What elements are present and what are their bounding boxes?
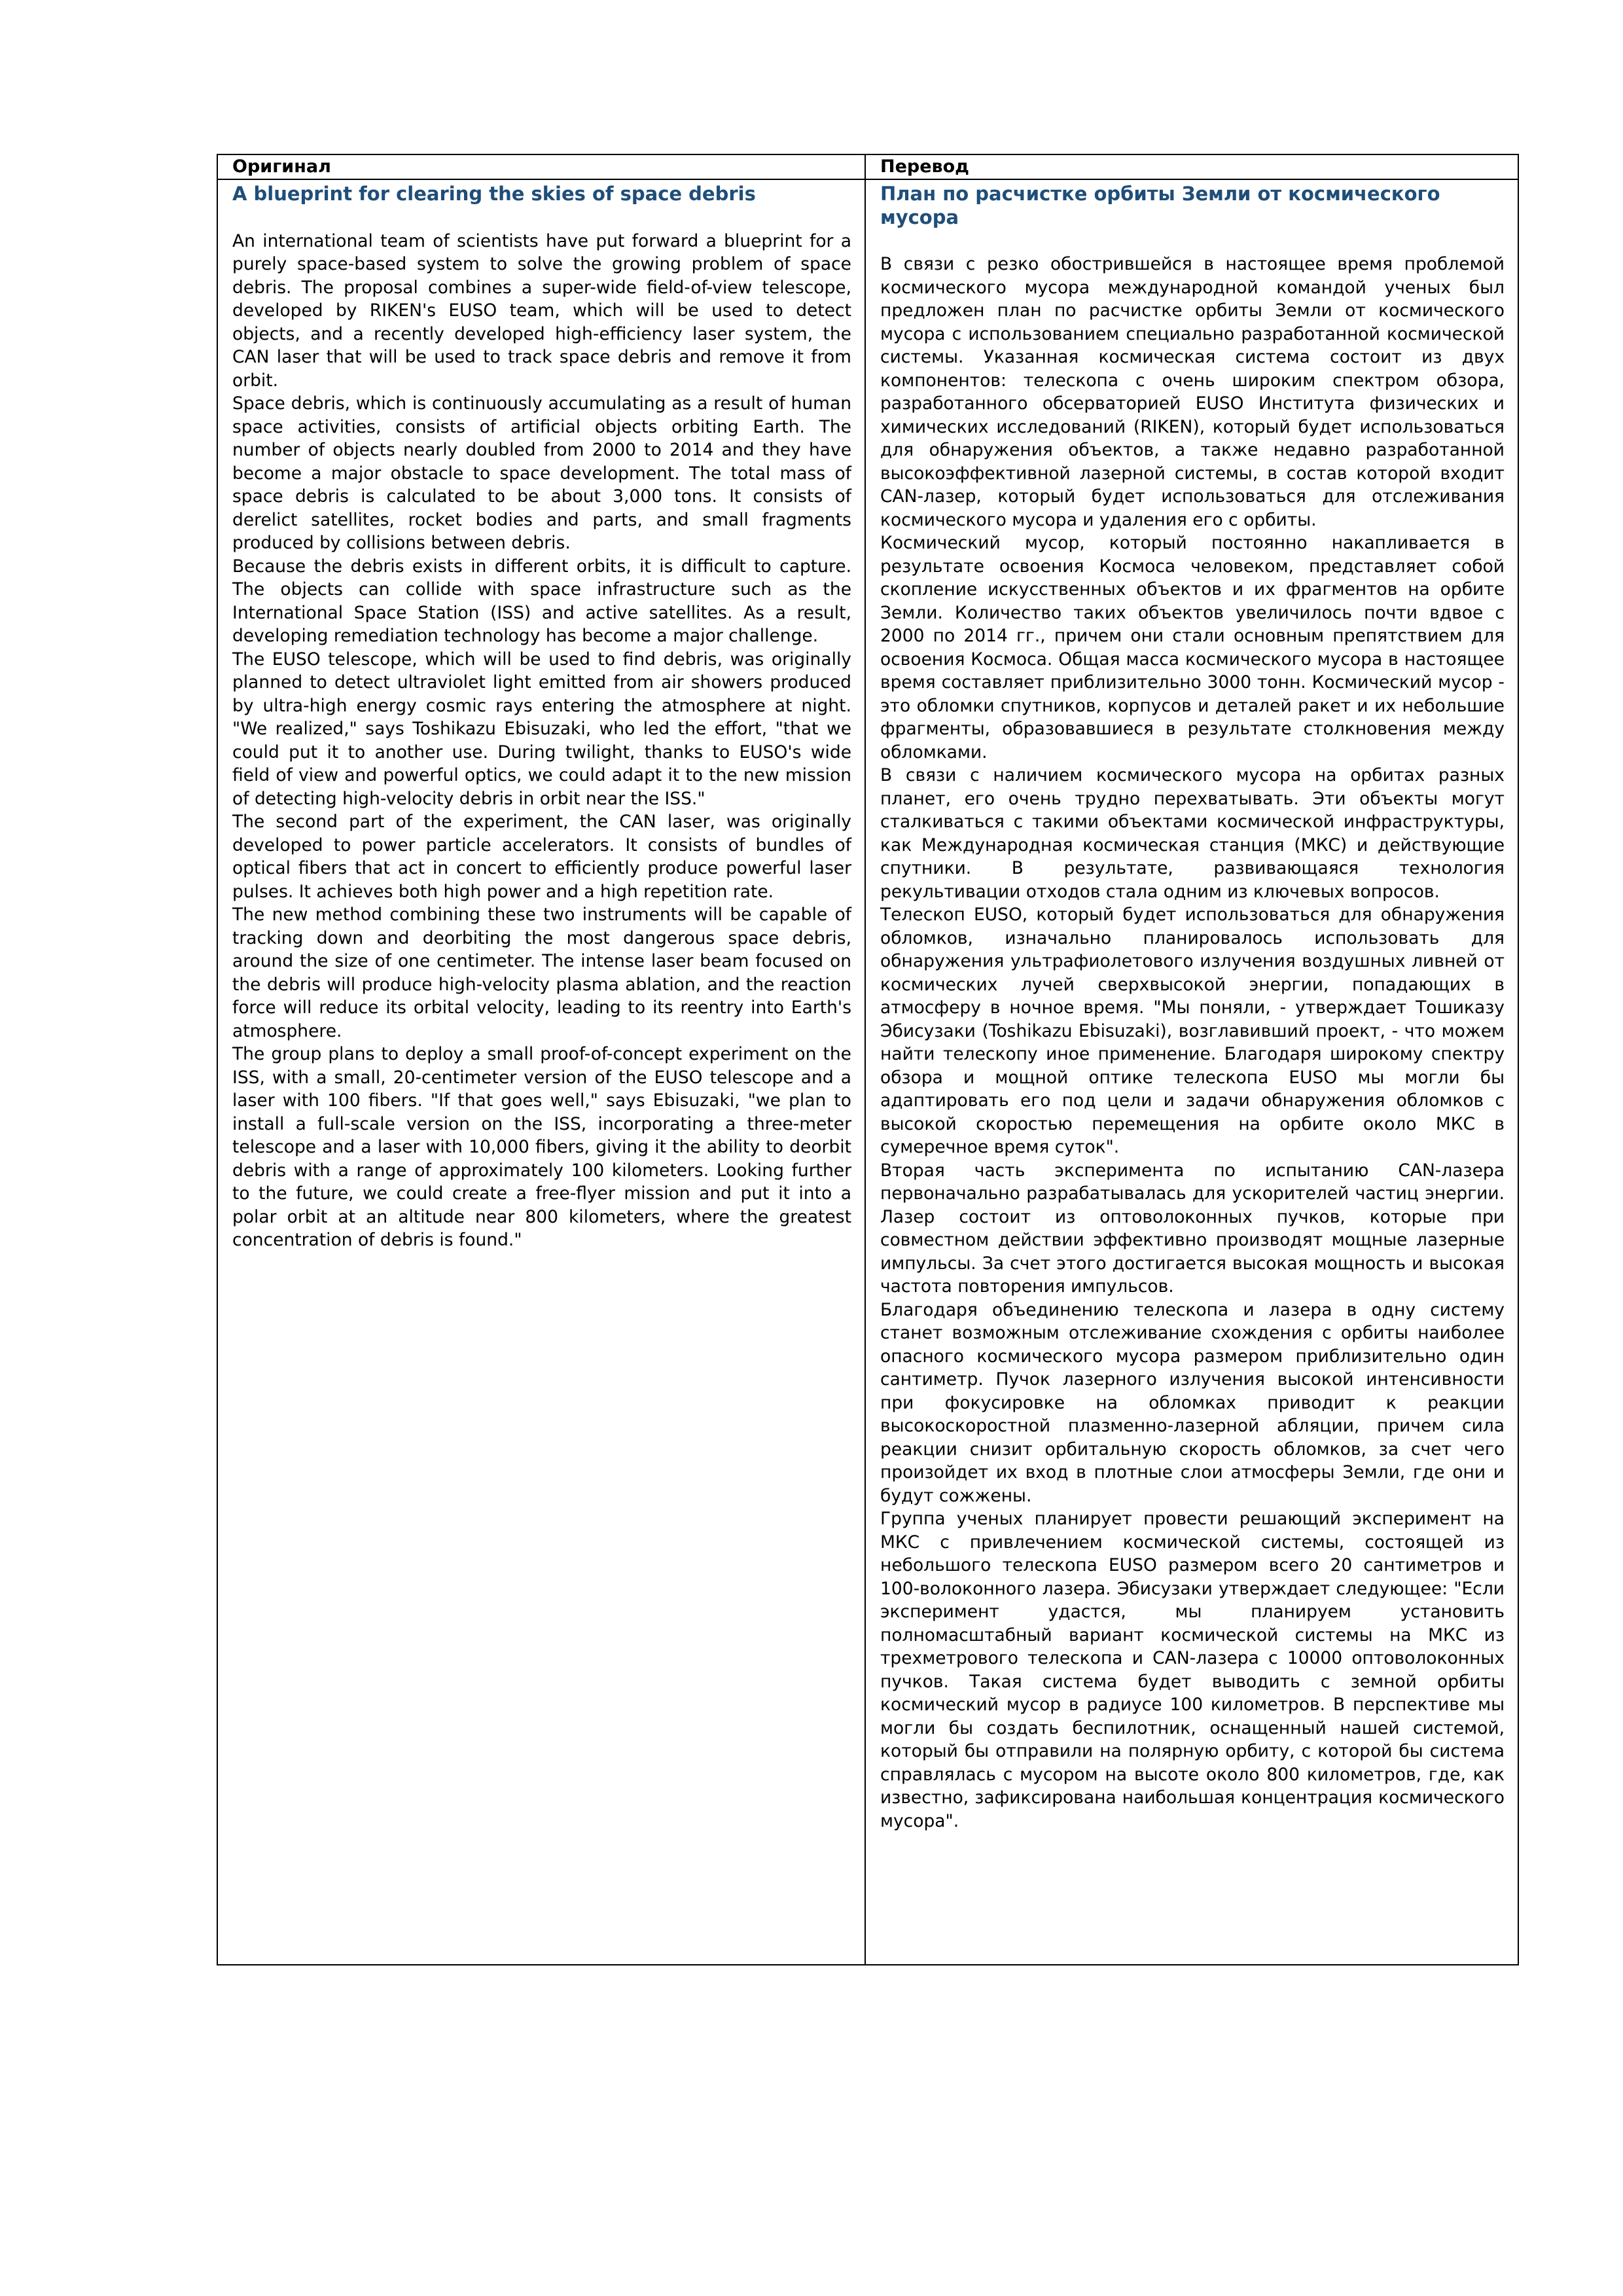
- original-paragraph: The group plans to deploy a small proof-of-concept experiment on the ISS, with a small, 20-centimeter version of the EUSO telescope and a laser with 100 fibers. "If that goes well," says Ebisuzaki, "we plan to install a full-scale version on the ISS, incorporating a three-meter telescope and a laser with 10,000 fibers, giving it the ability to deorbit debris with a range of approximately 100 kilometers. Looking further to the future, we could create a free-flyer mission and put it into a polar orbit at an altitude near 800 kilometers, where the greatest concentration of debris is found.": [232, 1044, 851, 1250]
- translation-paragraph: Вторая часть эксперимента по испытанию CAN-лазера первоначально разрабатывалась для ускорителей частиц энергии. Лазер состоит из оптоволоконных пучков, которые при совместном действии эффективно производят мощные лазерные импульсы. За счет этого достигается высокая мощность и высокая частота повторения импульсов.: [880, 1160, 1505, 1297]
- header-translation: Перевод: [865, 154, 1518, 179]
- translation-paragraph: В связи с наличием космического мусора на орбитах разных планет, его очень трудно перехватывать. Эти объекты могут сталкиваться с такими объектами космической инфраструктуры, как Международная космическая станция (МКС) и действующие спутники. В результате, развивающаяся технология рекультивации отходов стала одним из ключевых вопросов.: [880, 765, 1505, 902]
- translation-cell: [865, 179, 1518, 1965]
- translation-paragraph: Космический мусор, который постоянно накапливается в результате освоения Космоса человеком, представляет собой скопление искусственных объектов и их фрагментов на орбите Земли. Количество таких объектов увеличилось почти вдвое с 2000 по 2014 гг., причем они стали основным препятствием для освоения Космоса. Общая масса космического мусора в настоящее время составляет приблизительно 3000 тонн. Космический мусор - это обломки спутников, корпусов и деталей ракет и их небольшие фрагменты, образовавшиеся в результате столкновения между обломками.: [880, 533, 1505, 762]
- translation-title: План по расчистке орбиты Земли от космического мусора: [880, 183, 1440, 228]
- translation-paragraph: Группа ученых планирует провести решающий эксперимент на МКС с привлечением космической системы, состоящей из небольшого телескопа EUSO размером всего 20 сантиметров и 100-волоконного лазера. Эбисузаки утверждает следующее: "Если эксперимент удастся, мы планируем установить полномасштабный вариант космической системы на МКС из трехметрового телескопа и CAN-лазера с 10000 оптоволоконных пучков. Такая система будет выводить с земной орбиты космический мусор в радиусе 100 километров. В перспективе мы могли бы создать беспилотник, оснащенный нашей системой, который бы отправили на полярную орбиту, с которой бы система справлялась с мусором на высоте около 800 километров, где, как известно, зафиксирована наибольшая концентрация космического мусора".: [880, 1509, 1505, 1831]
- spacer: [880, 229, 1505, 253]
- original-paragraph: The new method combining these two instruments will be capable of tracking down and deorbiting the most dangerous space debris, around the size of one centimeter. The intense laser beam focused on the debris will produce high-velocity plasma ablation, and the reaction force will reduce its orbital velocity, leading to its reentry into Earth's atmosphere.: [232, 905, 851, 1041]
- original-paragraph: Because the debris exists in different orbits, it is difficult to capture. The objects can collide with space infrastructure such as the International Space Station (ISS) and active satellites. As a result, developing remediation technology has become a major challenge.: [232, 556, 851, 646]
- original-cell: [217, 179, 865, 1965]
- original-paragraph: An international team of scientists have put forward a blueprint for a purely space-based system to solve the growing problem of space debris. The proposal combines a super-wide field-of-view telescope, developed by RIKEN's EUSO team, which will be used to detect objects, and a recently developed high-efficiency laser system, the CAN laser that will be used to track space debris and remove it from orbit.: [232, 230, 851, 391]
- translation-paragraph: В связи с резко обострившейся в настоящее время проблемой космического мусора международной командой ученых был предложен план по расчистке орбиты Земли от космического мусора с использованием специально разработанной космической системы. Указанная космическая система состоит из двух компонентов: телескопа с очень широким спектром обзора, разработанного обсерваторией EUSO Института физических и химических исследований (RIKEN), который будет использоваться для обнаружения объектов, а также недавно разработанной высокоэффективной лазерной системы, в состав которой входит CAN-лазер, который будет использоваться для отслеживания космического мусора и удаления его с орбиты.: [880, 254, 1505, 530]
- content-row: [217, 179, 1518, 1965]
- header-row: [217, 154, 1518, 179]
- spacer: [232, 206, 851, 230]
- original-paragraph: Space debris, which is continuously accumulating as a result of human space activities, consists of artificial objects orbiting Earth. The number of objects nearly doubled from 2000 to 2014 and they have become a major obstacle to space development. The total mass of space debris is calculated to be about 3,000 tons. It consists of derelict satellites, rocket bodies and parts, and small fragments produced by collisions between debris.: [232, 393, 851, 553]
- original-paragraph: The EUSO telescope, which will be used to find debris, was originally planned to detect ultraviolet light emitted from air showers produced by ultra-high energy cosmic rays entering the atmosphere at night. "We realized," says Toshikazu Ebisuzaki, who led the effort, "that we could put it to another use. During twilight, thanks to EUSO's wide field of view and powerful optics, we could adapt it to the new mission of detecting high-velocity debris in orbit near the ISS.": [232, 649, 851, 809]
- bilingual-table: [217, 154, 1519, 1965]
- header-original: Оригинал: [217, 154, 865, 179]
- translation-paragraph: Телескоп EUSO, который будет использоваться для обнаружения обломков, изначально планировалось использовать для обнаружения ультрафиолетового излучения воздушных ливней от космических лучей сверхвысокой энергии, попадающих в атмосферу в ночное время. "Мы поняли, - утверждает Тошиказу Эбисузаки (Toshikazu Ebisuzaki), возглавивший проект, - что можем найти телескопу иное применение. Благодаря широкому спектру обзора и мощной оптике телескопа EUSO мы могли бы адаптировать его под цели и задачи обнаружения обломков с высокой скоростью перемещения на орбите около МКС в сумеречное время суток".: [880, 905, 1505, 1157]
- original-paragraph: The second part of the experiment, the CAN laser, was originally developed to power particle accelerators. It consists of bundles of optical fibers that act in concert to efficiently produce powerful laser pulses. It achieves both high power and a high repetition rate.: [232, 812, 851, 902]
- translation-paragraph: Благодаря объединению телескопа и лазера в одну систему станет возможным отслеживание схождения с орбиты наиболее опасного космического мусора размером приблизительно один сантиметр. Пучок лазерного излучения высокой интенсивности при фокусировке на обломках приводит к реакции высокоскоростной плазменно-лазерной абляции, причем сила реакции снизит орбитальную скорость обломков, за счет чего произойдет их вход в плотные слои атмосферы Земли, где они и будут сожжены.: [880, 1299, 1505, 1506]
- original-title: A blueprint for clearing the skies of space debris: [232, 183, 756, 205]
